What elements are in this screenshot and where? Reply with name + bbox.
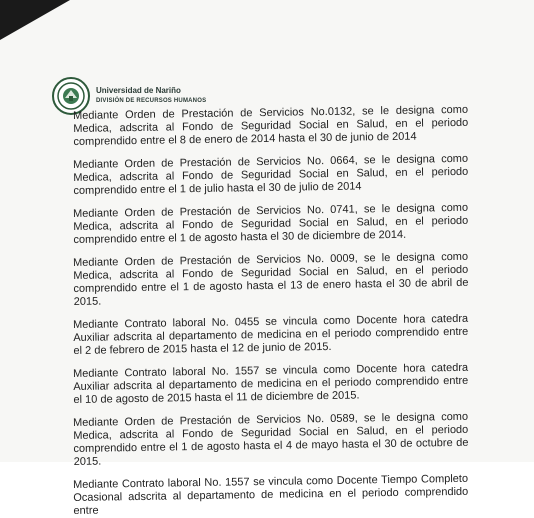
paragraph: Mediante Orden de Prestación de Servicios No. 0741, se le designa como Medica, adscrita al Fondo de Seguridad Social en Salud, en el periodo comprendido entre el 1 de agosto hasta el 30 de diciembre de 2014.: [73, 201, 469, 246]
paragraph: Mediante Orden de Prestación de Servicios No.0132, se le designa como Medica, adscrita al Fondo de Seguridad Social en Salud, en el periodo comprendido entre el 8 de enero de 2014 hasta el 30 de junio de 2014: [73, 103, 469, 148]
paragraph: Mediante Contrato laboral No. 1557 se vincula como Docente hora catedra Auxiliar adscrita al departamento de medicina en el periodo comprendido entre el 10 de agosto de 2015 hasta el 11 de diciembre de 2015.: [73, 361, 469, 406]
division-name: DIVISIÓN DE RECURSOS HUMANOS: [96, 98, 207, 104]
paragraph: Mediante Contrato laboral No. 1557 se vincula como Docente Tiempo Completo Ocasional adscrita al departamento de medicina en el periodo comprendido entre: [73, 472, 469, 517]
paragraph: Mediante Orden de Prestación de Servicios No. 0589, se le designa como Medica, adscrita al Fondo de Seguridad Social en Salud, en el periodo comprendido entre el 1 de agosto hasta el 4 de mayo hasta el 30 de octubre de 2015.: [73, 410, 469, 468]
scan-corner-shadow: [0, 0, 70, 40]
university-name: Universidad de Nariño: [96, 86, 181, 95]
paragraph: Mediante Orden de Prestación de Servicios No. 0664, se le designa como Medica, adscrita al Fondo de Seguridad Social en Salud, en el periodo comprendido entre el 1 de julio hasta el 30 de julio de 2014: [73, 152, 469, 197]
body-text: [73, 103, 469, 518]
paragraph: Mediante Contrato laboral No. 0455 se vincula como Docente hora catedra Auxiliar adscrita al departamento de medicina en el periodo comprendido entre el 2 de febrero de 2015 hasta el 12 de junio de 2015.: [73, 312, 469, 357]
paragraph: Mediante Orden de Prestación de Servicios No. 0009, se le designa como Medica, adscrita al Fondo de Seguridad Social en Salud, en el periodo comprendido entre el 1 de agosto hasta el 13 de enero hasta el 30 de abril de 2015.: [73, 250, 469, 308]
